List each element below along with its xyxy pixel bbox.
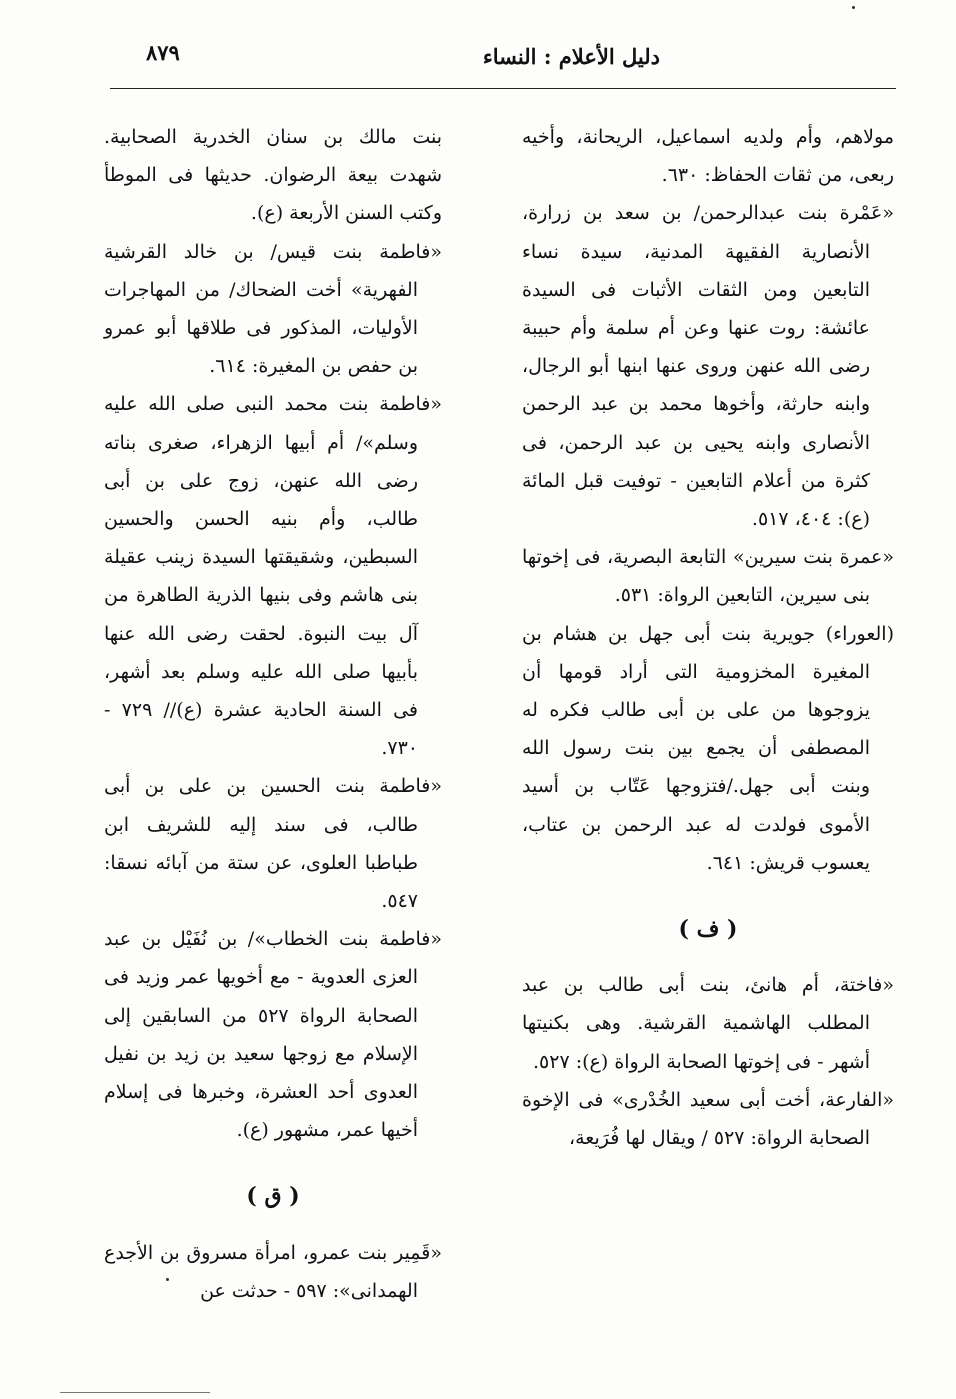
entry-paragraph: «عَمْرة بنت عبدالرحمن/ بن سعد بن زرارة، الأنصارية الفقيهة المدنية، سيدة نساء التابعين ومن الثقات الأثبات فى السيدة عائشة: روت عنها وعن أم سلمة وأم حبيبة رضى الله عنهن وروى عنها ابنها أبو الرجال، وابنه حارثة، وأخوها محمد بن عبد الرحمن الأنصارى وابنه يحيى بن عبد الرحمن، فى كثرة من أعلام التابعين - توفيت قبل المائة (ع): ٤٠٤، ٥١٧. (522, 202, 894, 531)
entry-paragraph: «فاطمة بنت الحسين بن على بن أبى طالب، فى سند إليه للشريف ابن طباطبا العلوى، عن ستة من آبائه نسقا: ٥٤٧. (104, 775, 442, 913)
footer-rule (60, 1392, 210, 1393)
page-number: ٨٧٩ (146, 40, 180, 65)
entry-paragraph: (العوراء) جويرية بنت أبى جهل بن هشام بن المغيرة المخزومية التى أراد قومها أن يزوجوها من على بن أبى طالب فكره له المصطفى أن يجمع بين بنت رسول الله وبنت أبى جهل./فتزوجها عَتّاب بن أسيد الأموى فولدت له عبد الرحمن بن عتاب، يعسوب قريش: ٦٤١. (522, 622, 894, 874)
section-letter-heading: ( ف ) (678, 916, 738, 943)
header-rule (110, 88, 896, 89)
entry-paragraph: «قَمِير بنت عمرو، امرأة مسروق بن الأجدع الهمدانى»: ٥٩٧ - حدثت عن (104, 1241, 442, 1302)
running-header (110, 36, 900, 80)
section-letter-heading: ( ق ) (246, 1183, 300, 1210)
entry-paragraph: بنت مالك بن سنان الخدرية الصحابية. شهدت بيعة الرضوان. حديثها فى الموطأ وكتب السنن الأربعة (ع). (104, 126, 442, 225)
entry-paragraph: مولاهم، وأم ولديه اسماعيل، الريحانة، وأخيه ربعى، من ثقات الحفاظ: ٦٣٠. (522, 126, 894, 187)
left-column (104, 118, 442, 1310)
right-column (522, 118, 894, 1157)
entry-paragraph: «فاطمة بنت الخطاب»/ بن نُفَيْل بن عبد العزى العدوية - مع أخويها عمر وزيد فى الصحابة الرواة ٥٢٧ من السابقين إلى الإسلام مع زوجها سعيد بن زيد بن نفيل العدوى أحد العشرة، وخبرها فى إسلام أخيها عمر، مشهور (ع). (104, 928, 442, 1142)
print-speck (852, 6, 855, 9)
entry-paragraph: «فاطمة بنت قيس/ بن خالد القرشية الفهرية» أخت الضحاك/ من المهاجرات الأوليات، المذكور فى طلاقها أبو عمرو بن حفص بن المغيرة: ٦١٤. (104, 240, 442, 378)
entry-paragraph: «فاختة، أم هانئ، بنت أبى طالب بن عبد المطلب الهاشمية القرشية. وهى بكنيتها أشهر - فى إخوتها الصحابة الرواة (ع): ٥٢٧. (522, 974, 894, 1073)
print-speck (166, 1278, 169, 1281)
entry-paragraph: «الفارعة، أخت أبى سعيد الخُدْرى» فى الإخوة الصحابة الرواة: ٥٢٧ / ويقال لها فُرَيعة، (522, 1088, 894, 1150)
header-title: دليل الأعلام : النساء (482, 44, 660, 69)
entry-paragraph: «عمرة بنت سيرين» التابعة البصرية، فى إخوتها بنى سيرين، التابعين الرواة: ٥٣١. (522, 546, 894, 607)
entry-paragraph: «فاطمة بنت محمد النبى صلى الله عليه وسلم»/ أم أبيها الزهراء، صغرى بناته رضى الله عنهن، زوج على بن أبى طالب، وأم بنيه الحسن والحسين السبطين، وشقيقتها السيدة زينب عقيلة بنى هاشم وفى بنيها الذرية الطاهرة من آل بيت النبوة. لحقت رضى الله عنها بأبيها صلى الله عليه وسلم بعد أشهر، فى السنة الحادية عشرة (ع)// ٧٢٩ - ٧٣٠. (104, 393, 442, 760)
